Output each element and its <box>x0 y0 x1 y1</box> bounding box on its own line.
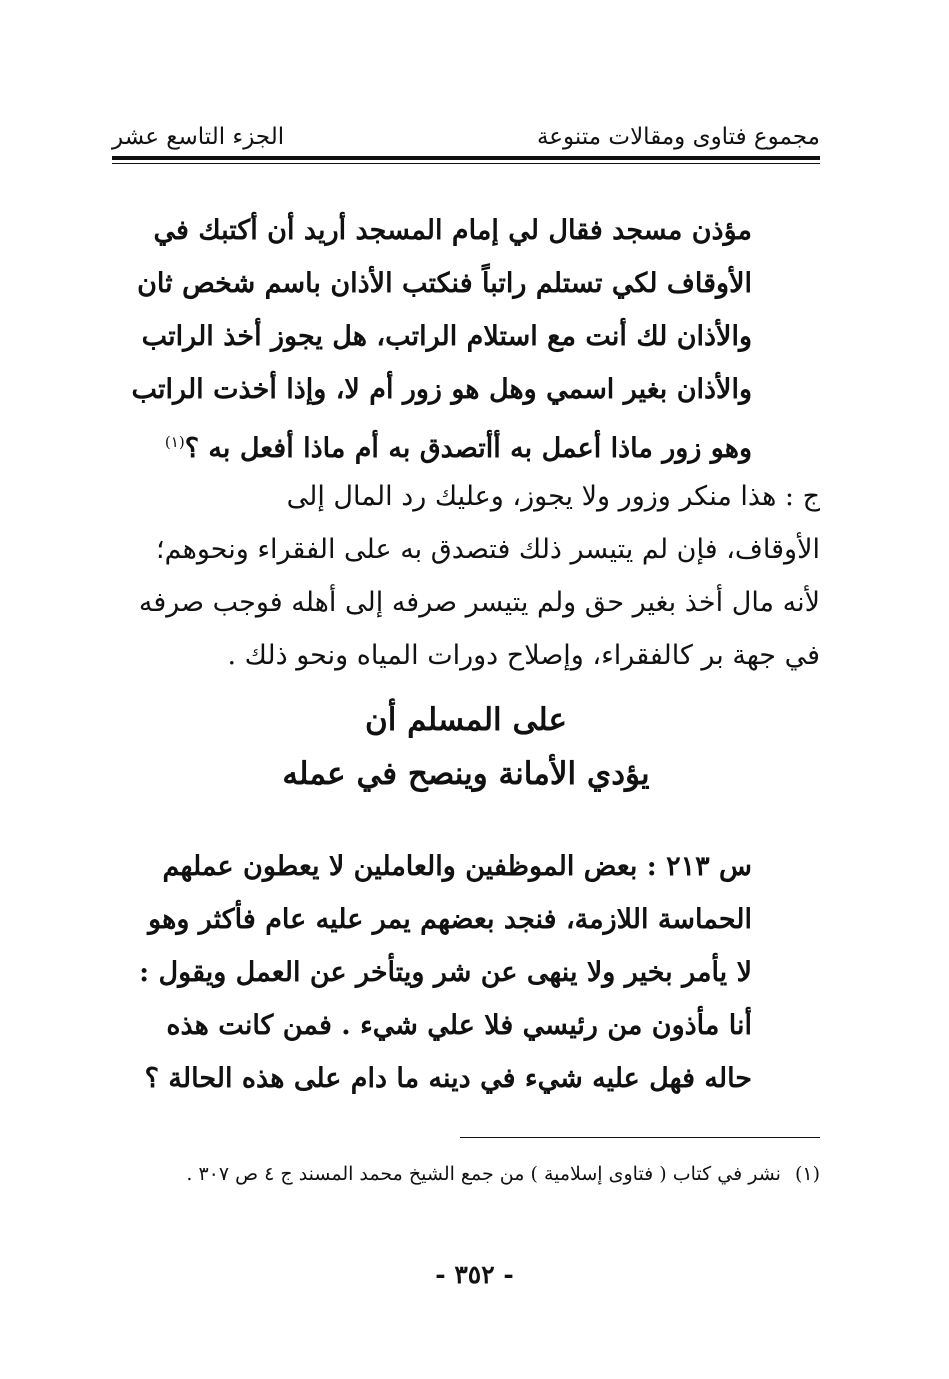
question-line: الأوقاف لكي تستلم راتباً فنكتب الأذان باسم شخص ثان <box>137 268 752 299</box>
question-line: والأذان بغير اسمي وهل هو زور أم لا، وإذا أخذت الراتب <box>131 374 752 405</box>
question-line: مؤذن مسجد فقال لي إمام المسجد أريد أن أكتبك في <box>153 215 752 246</box>
question-213 <box>108 840 752 1105</box>
header-rule <box>112 156 820 160</box>
footnote-number: (١) <box>794 1163 820 1185</box>
footnote-text: نشر في كتاب ( فتاوى إسلامية ) من جمع الشيخ محمد المسند ج ٤ ص ٣٠٧ . <box>186 1163 781 1185</box>
section-heading-line-1: على المسلم أن <box>364 702 568 738</box>
footnote <box>108 1156 820 1192</box>
question-line: س ٢١٣ : بعض الموظفين والعاملين لا يعطون عملهم <box>162 851 752 882</box>
running-header <box>112 112 820 152</box>
footnote-reference: (١) <box>164 433 185 451</box>
question-line: أنا مأذون من رئيسي فلا علي شيء . فمن كانت هذه <box>166 1010 752 1041</box>
header-rule-thin <box>112 163 820 164</box>
question-line-text: وهو زور ماذا أعمل به أأتصدق به أم ماذا أفعل به ؟ <box>184 433 752 464</box>
question-line: لا يأمر بخير ولا ينهى عن شر ويتأخر عن العمل ويقول : <box>139 957 752 988</box>
answer-line: في جهة بر كالفقراء، وإصلاح دورات المياه ونحو ذلك . <box>227 640 820 671</box>
question-line: والأذان لك أنت مع استلام الراتب، هل يجوز أخذ الراتب <box>141 321 752 352</box>
volume-label: الجزء التاسع عشر <box>112 124 285 150</box>
answer-line: لأنه مال أخذ بغير حق ولم يتيسر صرفه إلى أهله فوجب صرفه <box>138 587 820 618</box>
page-number: - ٣٥٢ - <box>435 1260 514 1289</box>
book-title: مجموع فتاوى ومقالات متنوعة <box>536 124 820 150</box>
question-line: حاله فهل عليه شيء في دينه ما دام على هذه الحالة ؟ <box>144 1063 752 1094</box>
question-line: الحماسة اللازمة، فنجد بعضهم يمر عليه عام فأكثر وهو <box>148 904 752 935</box>
footnote-separator <box>460 1137 820 1138</box>
previous-answer <box>108 470 820 682</box>
section-heading-line-2: يؤدي الأمانة وينصح في عمله <box>282 756 650 792</box>
answer-line: الأوقاف، فإن لم يتيسر ذلك فتصدق به على الفقراء ونحوهم؛ <box>156 534 820 565</box>
previous-question <box>108 204 752 475</box>
question-line-last <box>108 416 752 475</box>
answer-line: ج : هذا منكر وزور ولا يجوز، وعليك رد المال إلى <box>286 481 820 512</box>
